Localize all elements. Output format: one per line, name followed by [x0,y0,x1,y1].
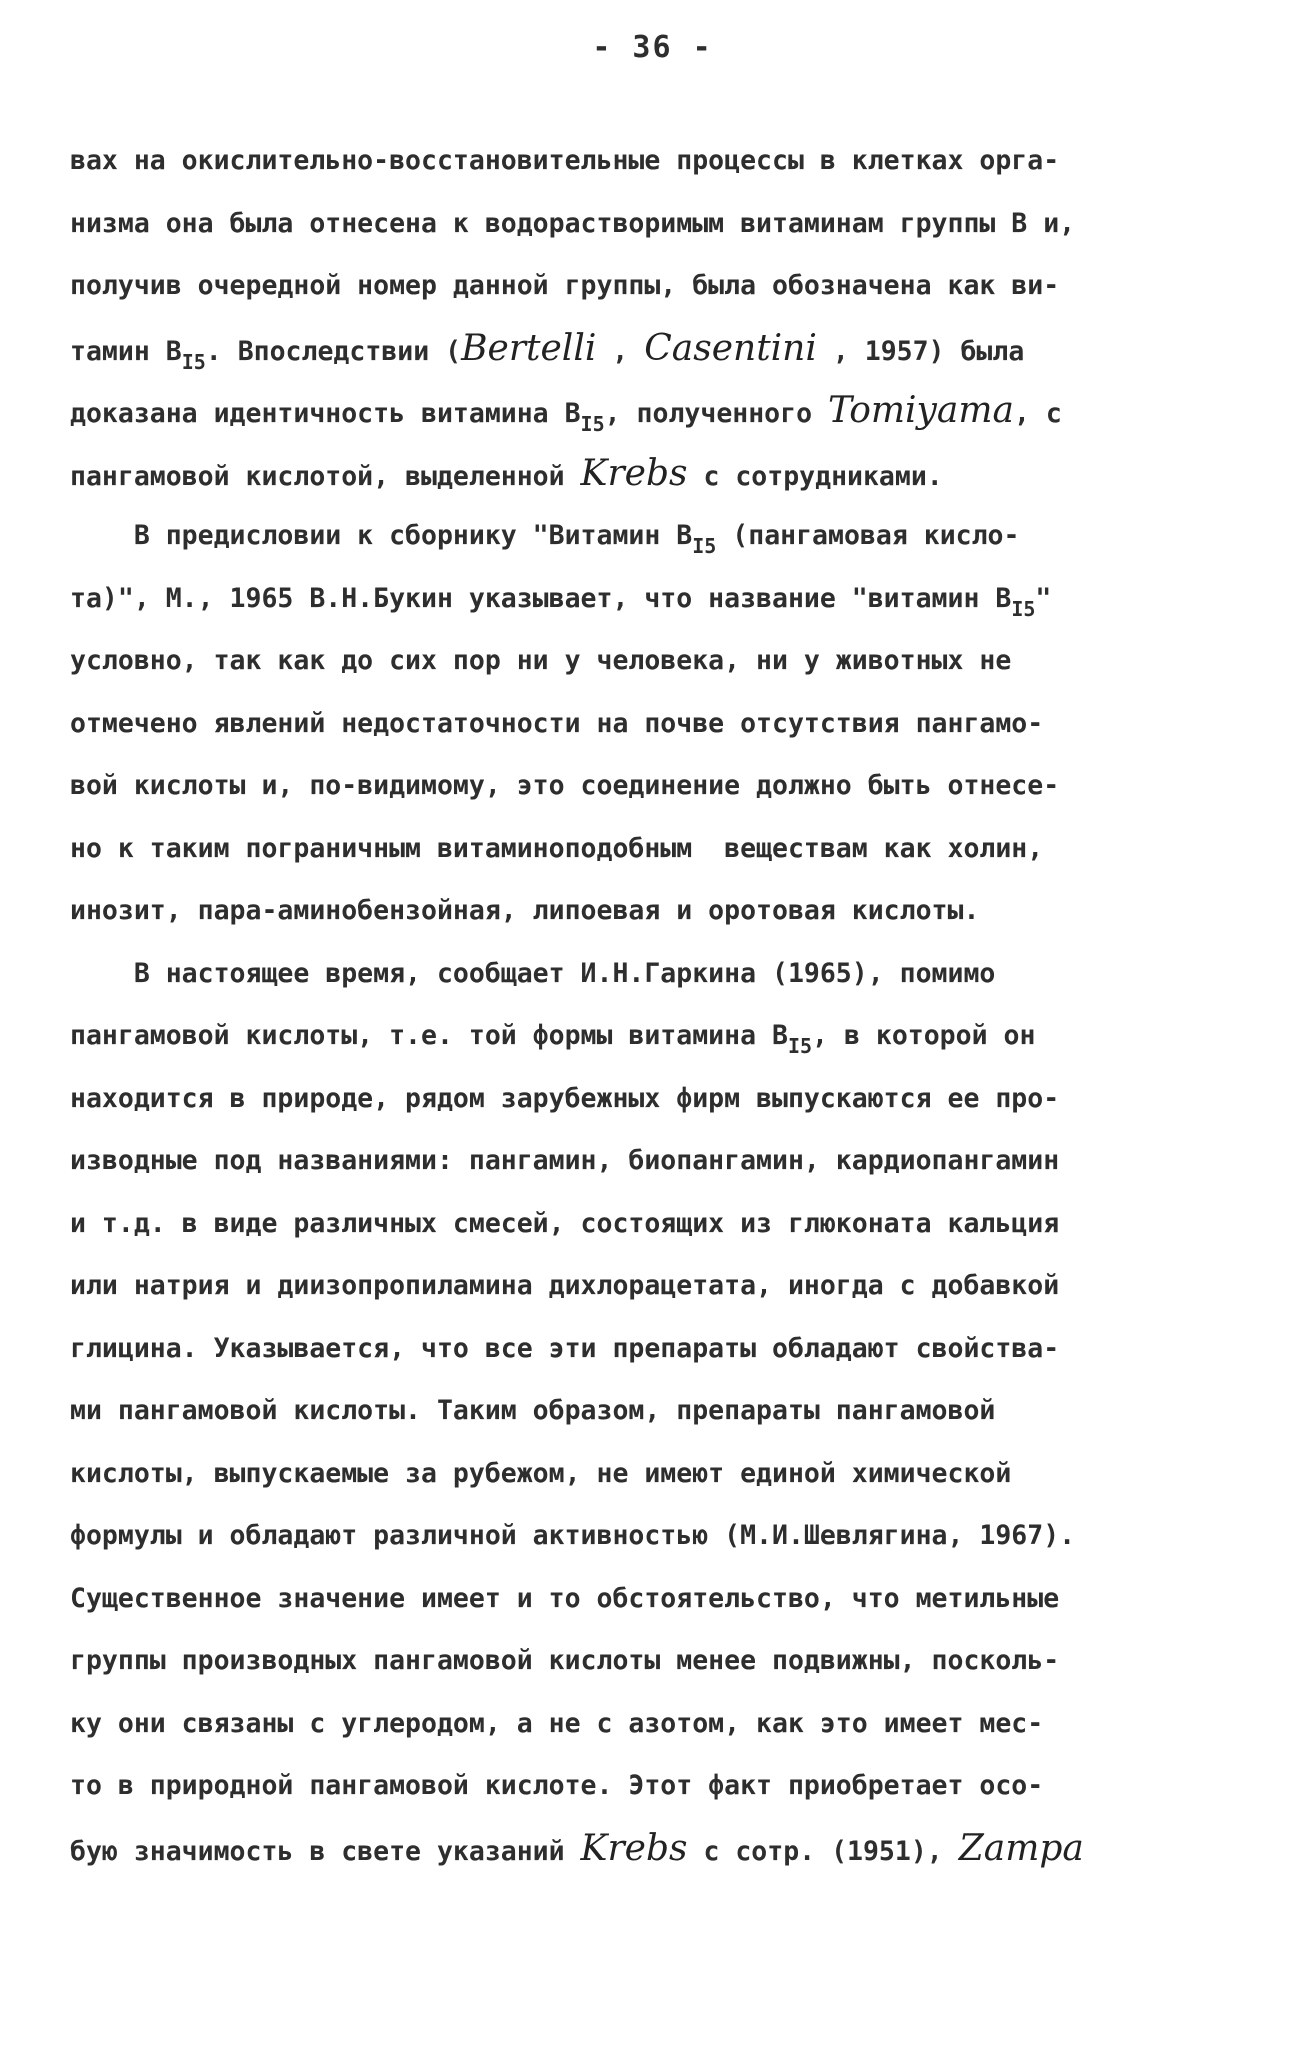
subscript: I5 [692,534,717,558]
text-line: получив очередной номер данной группы, была обозначена как ви- [70,270,1060,301]
text-line: тамин $В_{I5}$. Впоследствии (Bertelli , Casentini , 1957) была [70,327,1025,374]
subscript: I5 [787,1034,813,1058]
text-line: кислоты, выпускаемые за рубежом, не имеют единой химической [70,1457,1012,1489]
handwritten-name: Bertelli [461,327,597,369]
text-line: вах на окислительно-восстановительные процессы в клетках орга- [70,145,1060,176]
text-line: ми пангамовой кислоты. Таким образом, препараты пангамовой [70,1395,996,1426]
text-line: инозит, пара-аминобензойная, липоевая и оротовая кислоты. [70,895,980,926]
text-line: ку они связаны с углеродом, а не с азотом, как это имеет мес- [70,1707,1044,1739]
text-line: изводные под названиями: пангамин, биопангамин, кардиопангамин [70,1145,1060,1176]
subscript: I5 [181,349,206,374]
text-line: или натрия и диизопропиламина дихлорацетата, иногда с добавкой [70,1270,1060,1301]
text-line: формулы и обладают различной активностью (М.И.Шевлягина, 1967). [70,1520,1076,1551]
handwritten-name: Tomiyama [828,390,1014,431]
text-line: группы производных пангамовой кислоты менее подвижны, посколь- [70,1645,1060,1676]
handwritten-name: Krebs [580,452,688,494]
text-line: отмечено явлений недостаточности на почве отсутствия пангамо- [70,707,1044,739]
text-line: условно, так как до сих пор ни у человека, ни у животных не [70,645,1012,676]
handwritten-name: Zampa [958,1827,1084,1869]
text-line: доказана идентичность витамина $В_{I5}$, полученного Tomiyama, с [70,390,1062,436]
text-line: пангамовой кислотой, выделенной Krebs с сотрудниками. [70,452,943,494]
text-line: и т.д. в виде различных смесей, состоящих из глюконата кальция [70,1207,1060,1239]
subscript: I5 [1011,596,1036,621]
body-text [70,130,1220,1880]
handwritten-name: Krebs [580,1827,688,1869]
text-line: пангамовой кислоты, т.е. той формы витамина $В_{I5}$, в которой он [70,1020,1036,1058]
handwritten-name: Casentini [644,327,817,369]
text-line: находится в природе, рядом зарубежных фирм выпускаются ее про- [70,1082,1060,1114]
subscript: I5 [580,412,605,436]
text-line: В предисловии к сборнику "Витамин $В_{I5}$ (пангамовая кисло- [70,520,1020,558]
text-line: вой кислоты и, по-видимому, это соединение должно быть отнесе- [70,770,1060,801]
text-line: низма она была отнесена к водорастворимым витаминам группы В и, [70,207,1076,239]
text-line: Существенное значение имеет и то обстоятельство, что метильные [70,1582,1060,1614]
text-line: В настоящее время, сообщает И.Н.Гаркина (1965), помимо [70,957,996,989]
text-line: но к таким пограничным витаминоподобным веществам как холин, [70,832,1044,864]
page-number: - 36 - [592,30,713,65]
text-line: глицина. Указывается, что все эти препараты обладают свойства- [70,1332,1060,1364]
text-line: то в природной пангамовой кислоте. Этот факт приобретает осо- [70,1770,1044,1801]
text-line: та)", М., 1965 В.Н.Букин указывает, что название "витамин $В_{I5}$" [70,582,1052,621]
text-line: бую значимость в свете указаний Krebs с сотр. (1951), Zampa [70,1827,1084,1869]
